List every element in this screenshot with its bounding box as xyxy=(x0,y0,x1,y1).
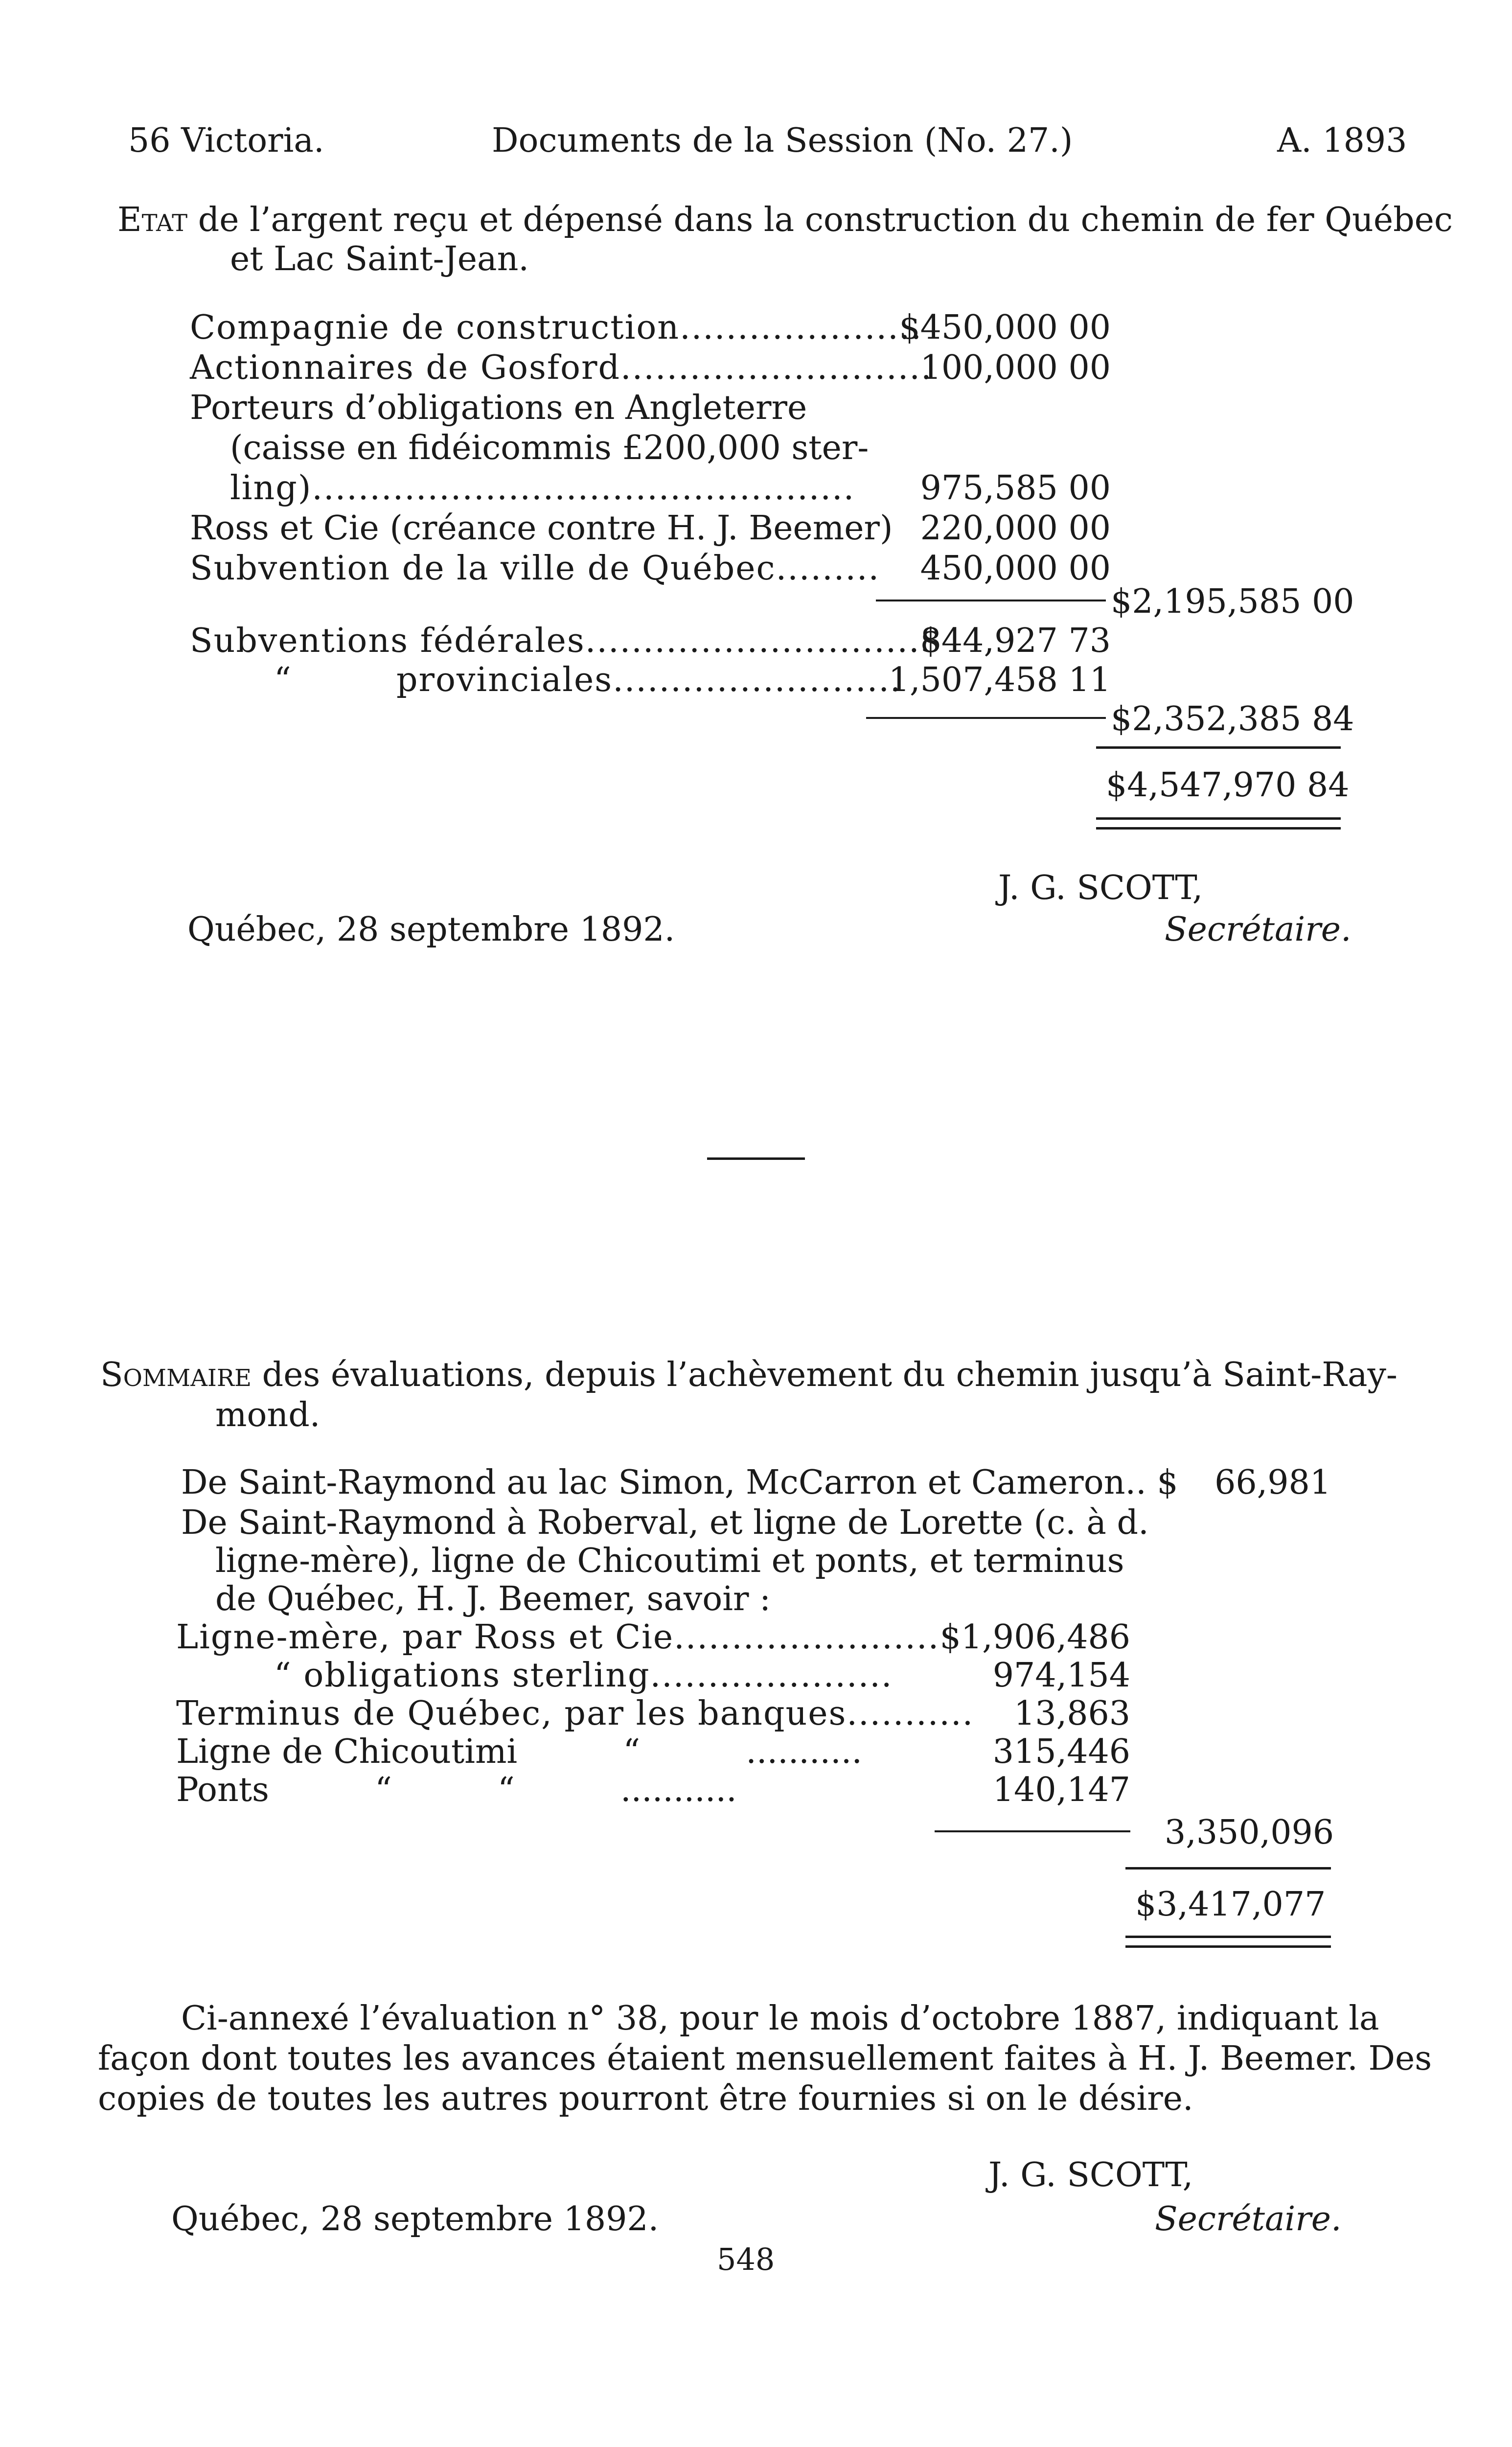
sommaire-row-label: Ponts “ “ ........... xyxy=(176,1771,737,1809)
header-center: Documents de la Session (No. 27.) xyxy=(492,121,1073,160)
sommaire-subtotal: 3,350,096 xyxy=(1165,1813,1334,1852)
sommaire-line1-label: De Saint-Raymond au lac Simon, McCarron et Cameron.. $ xyxy=(181,1463,1178,1502)
header-right: A. 1893 xyxy=(1277,121,1407,160)
sommaire-lead-word: Sommaire xyxy=(100,1356,252,1394)
sommaire-total: $3,417,077 xyxy=(1135,1885,1326,1924)
etat-signatory: J. G. SCOTT, xyxy=(998,869,1203,907)
etat-federal-amount: 844,927 73 xyxy=(920,622,1111,660)
etat-row-amount: 450,000 00 xyxy=(920,549,1111,588)
etat-row-amount: 220,000 00 xyxy=(920,509,1111,548)
sommaire-title-line2: mond. xyxy=(215,1396,321,1434)
sommaire-row-label: “ obligations sterling..................... xyxy=(274,1656,893,1695)
etat-row-label: Actionnaires de Gosford........................... xyxy=(190,348,933,387)
etat-row-label: Compagnie de construction..................... xyxy=(190,308,922,347)
sommaire-note: façon dont toutes les avances étaient mensuellement faites à H. J. Beemer. Des xyxy=(98,2039,1432,2078)
total-rule xyxy=(1125,1867,1331,1870)
sommaire-row-amount: $1,906,486 xyxy=(939,1618,1130,1657)
sommaire-row-label: Ligne de Chicoutimi “ ........... xyxy=(176,1732,863,1771)
etat-provincial-amount: 1,507,458 11 xyxy=(888,661,1111,699)
etat-subtotal-1: $2,195,585 00 xyxy=(1111,582,1354,621)
etat-total: $4,547,970 84 xyxy=(1106,766,1350,805)
sommaire-title xyxy=(100,1356,1397,1395)
sommaire-row-label: Terminus de Québec, par les banques........... xyxy=(176,1694,974,1733)
sommaire-note: copies de toutes les autres pourront être fournies si on le désire. xyxy=(98,2079,1193,2118)
sommaire-line2a: De Saint-Raymond à Roberval, et ligne de Lorette (c. à d. xyxy=(181,1503,1149,1542)
etat-row-label: ling)............................................... xyxy=(230,469,855,508)
header-left: 56 Victoria. xyxy=(128,121,324,160)
sommaire-row-amount: 140,147 xyxy=(992,1771,1130,1809)
etat-place-date: Québec, 28 septembre 1892. xyxy=(187,910,675,949)
etat-title-signatory: Secrétaire. xyxy=(1165,910,1352,949)
total-double-rule xyxy=(1125,1945,1331,1948)
etat-title-line2: et Lac Saint-Jean. xyxy=(230,240,529,278)
etat-lead-word: Etat xyxy=(117,201,188,239)
subtotal-rule xyxy=(866,717,1106,719)
etat-row-label: Subvention de la ville de Québec......... xyxy=(190,549,880,588)
etat-title-rest: de l’argent reçu et dépensé dans la construction du chemin de fer Québec xyxy=(187,201,1453,239)
sommaire-row-amount: 13,863 xyxy=(1014,1694,1130,1733)
sommaire-title-rest: des évaluations, depuis l’achèvement du chemin jusqu’à Saint-Ray- xyxy=(252,1356,1397,1394)
etat-row-amount: 975,585 00 xyxy=(920,469,1111,508)
total-double-rule xyxy=(1096,817,1341,820)
sommaire-row-amount: 974,154 xyxy=(992,1656,1130,1695)
section-divider xyxy=(707,1157,805,1160)
etat-federal-label: Subventions fédérales.............................$ xyxy=(190,622,942,660)
etat-subtotal-2: $2,352,385 84 xyxy=(1111,700,1354,739)
total-rule xyxy=(1096,746,1341,749)
subtotal-rule xyxy=(876,600,1106,601)
sommaire-line2c: de Québec, H. J. Beemer, savoir : xyxy=(215,1580,771,1618)
sommaire-place-date: Québec, 28 septembre 1892. xyxy=(171,2200,659,2239)
total-double-rule xyxy=(1125,1936,1331,1938)
etat-row-label: Ross et Cie (créance contre H. J. Beemer) xyxy=(190,509,893,548)
sommaire-line2b: ligne-mère), ligne de Chicoutimi et ponts, et terminus xyxy=(215,1542,1124,1580)
etat-row-label: Porteurs d’obligations en Angleterre xyxy=(190,389,807,427)
total-double-rule xyxy=(1096,827,1341,830)
sommaire-title-signatory: Secrétaire. xyxy=(1155,2200,1342,2239)
sommaire-note: Ci-annexé l’évaluation n° 38, pour le mois d’octobre 1887, indiquant la xyxy=(181,1999,1379,2038)
etat-row-amount: $450,000 00 xyxy=(899,308,1111,347)
subtotal-rule xyxy=(935,1830,1130,1832)
etat-row-label: (caisse en fidéicommis £200,000 ster- xyxy=(230,429,869,467)
ditto-mark: “ xyxy=(274,661,291,699)
etat-provincial-label: provinciales......................... xyxy=(396,661,902,699)
sommaire-row-amount: 315,446 xyxy=(992,1732,1130,1771)
page-number: 548 xyxy=(717,2241,775,2277)
sommaire-signatory: J. G. SCOTT, xyxy=(988,2156,1193,2194)
etat-title xyxy=(117,201,1453,240)
etat-row-amount: 100,000 00 xyxy=(920,348,1111,387)
sommaire-line1-amount: 66,981 xyxy=(1214,1463,1331,1502)
sommaire-row-label: Ligne-mère, par Ross et Cie....................... xyxy=(176,1618,940,1657)
